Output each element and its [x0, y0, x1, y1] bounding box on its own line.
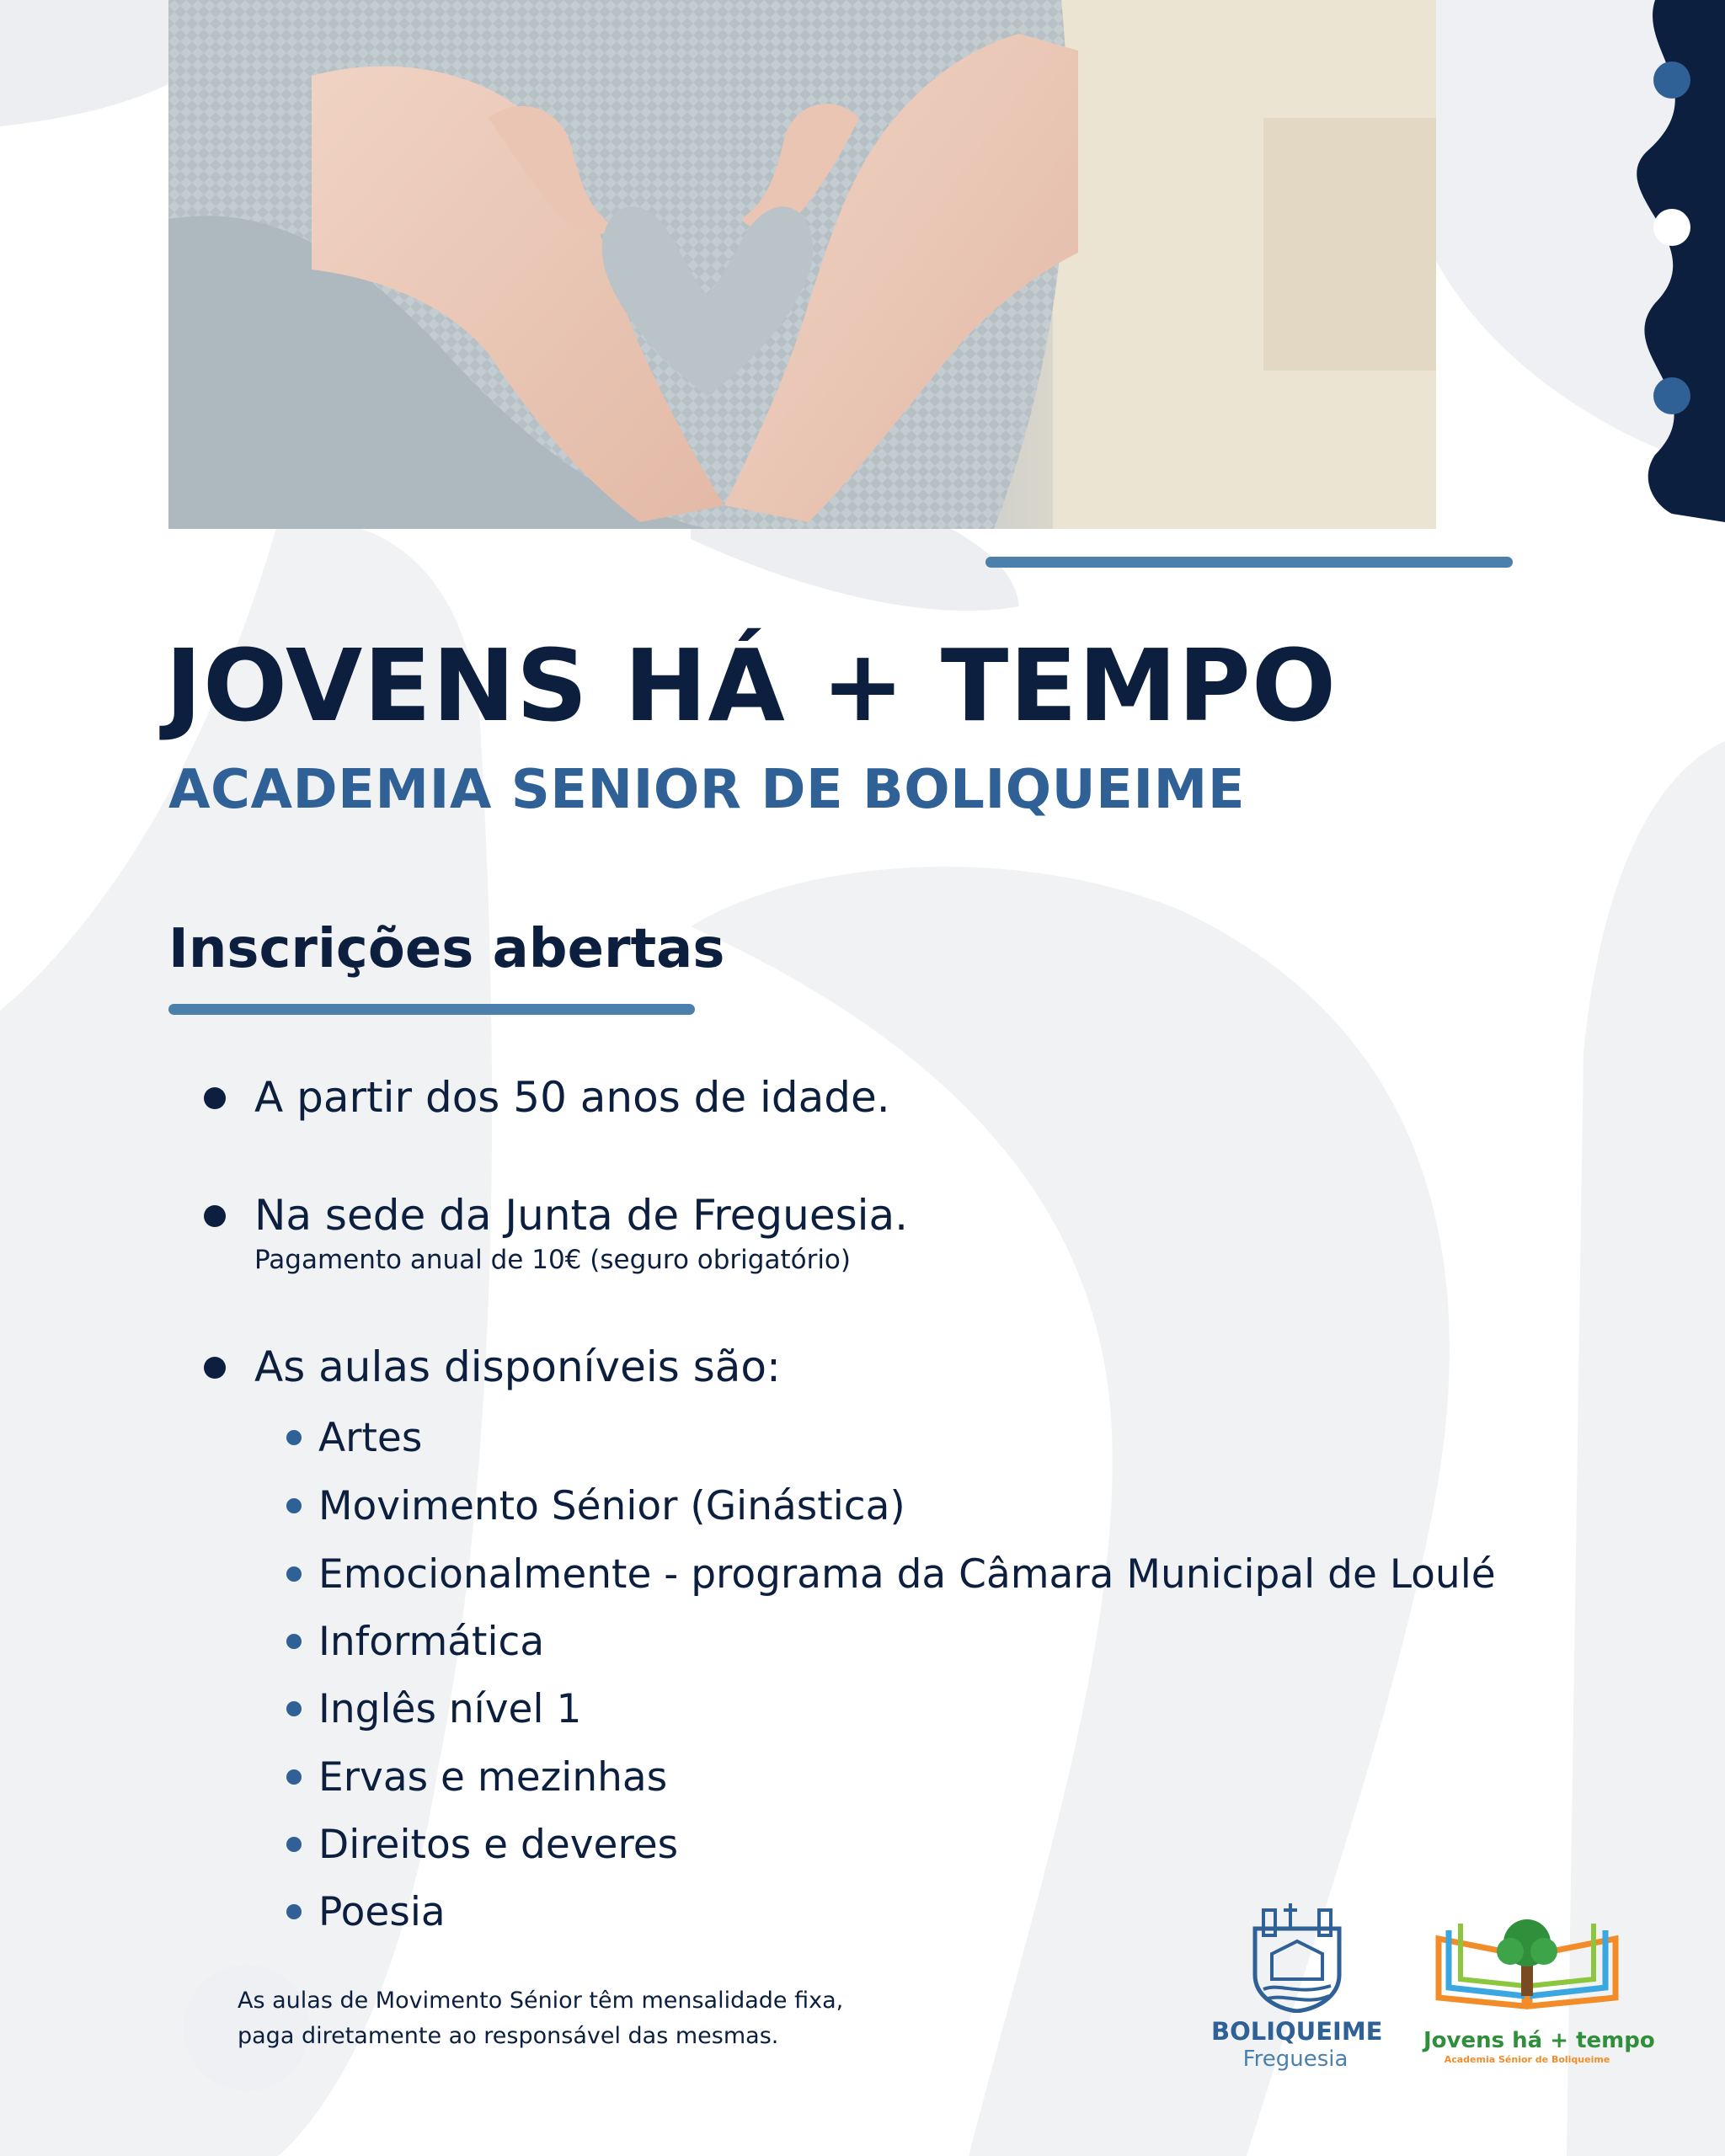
sub-list-bullet	[286, 1634, 302, 1649]
page-subtitle: ACADEMIA SENIOR DE BOLIQUEIME	[168, 759, 1246, 821]
academia-logo-name: Jovens há + tempo	[1423, 2028, 1655, 2053]
hero-photo-heart-hands	[168, 0, 1436, 529]
boliqueime-crest-icon	[1238, 1895, 1356, 2013]
list-item: Na sede da Junta de Freguesia.	[254, 1191, 909, 1240]
list-bullet	[204, 1087, 226, 1109]
class-item: Direitos e deveres	[318, 1822, 679, 1868]
footnote-line-1: As aulas de Movimento Sénior têm mensalidade fixa,	[238, 1988, 844, 2014]
list-bullet	[204, 1357, 226, 1379]
class-item: Emocionalmente - programa da Câmara Municipal de Loulé	[318, 1551, 1496, 1598]
class-item: Informática	[318, 1619, 545, 1665]
class-item: Poesia	[318, 1889, 446, 1935]
decorative-wave-dots	[1621, 0, 1725, 522]
sub-list-bullet	[286, 1566, 302, 1582]
boliqueime-logo-name: BOLIQUEIME	[1211, 2017, 1383, 2046]
sub-list-bullet	[286, 1498, 302, 1513]
sub-list-bullet	[286, 1769, 302, 1785]
sub-list-bullet	[286, 1430, 302, 1445]
heading-underline	[168, 1004, 695, 1015]
class-item: Inglês nível 1	[318, 1686, 582, 1732]
section-heading: Inscrições abertas	[168, 918, 725, 980]
boliqueime-logo-sub: Freguesia	[1242, 2047, 1348, 2072]
footnote-line-2: paga diretamente ao responsável das mesmas.	[238, 2023, 779, 2049]
class-item: Artes	[318, 1415, 423, 1461]
sub-list-bullet	[286, 1837, 302, 1852]
sub-list-bullet	[286, 1701, 302, 1716]
top-accent-line	[985, 557, 1513, 568]
class-item: Movimento Sénior (Ginástica)	[318, 1483, 905, 1529]
list-bullet	[204, 1205, 226, 1227]
sub-list-bullet	[286, 1904, 302, 1919]
list-item: As aulas disponíveis são:	[254, 1342, 781, 1391]
class-item: Ervas e mezinhas	[318, 1754, 668, 1801]
academia-logo-sub: Academia Sénior de Boliqueime	[1444, 2054, 1610, 2065]
page-title: JOVENS HÁ + TEMPO	[165, 627, 1338, 744]
list-item-note: Pagamento anual de 10€ (seguro obrigatório)	[254, 1245, 851, 1275]
list-item: A partir dos 50 anos de idade.	[254, 1073, 890, 1122]
academia-book-tree-icon	[1430, 1905, 1624, 2015]
